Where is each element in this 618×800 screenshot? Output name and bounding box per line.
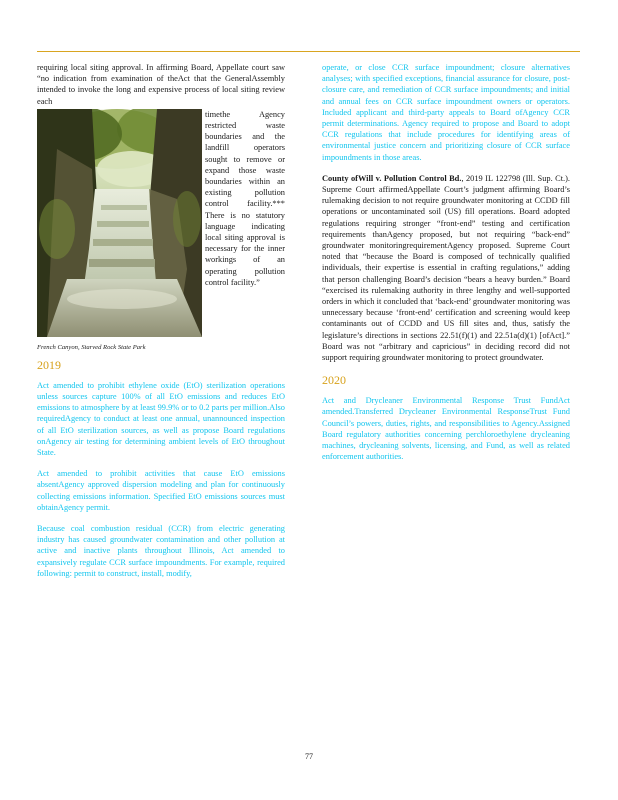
right-column — [322, 62, 570, 473]
year-heading-2020: 2020 — [322, 373, 346, 388]
year-heading-2019: 2019 — [37, 357, 61, 372]
ccr-continued-paragraph: operate, or close CCR surface impoundment; closure alternatives analyses; with specified exceptions, financial assurance for closure, post-closure care, and remediation of CCR surface impoundments; and initial and annual fees on CCR surface impoundment owners or operators. Included applicant and third-party appeals to Board ofAgency CCR permit determinations. Agency required to propose and Board to adopt CCR regulations that include procedures for identifying areas of environmental justice concern and prioritizing closure of CCR surface impoundments in those areas. — [322, 63, 570, 162]
drycleaner-paragraph: Act and Drycleaner Environmental Response Trust FundAct amended.Transferred Drycleaner Environmental ResponseTrust Fund Council’s powers, duties, rights, and responsibilities to Agency.Assigned Board regulatory authorities concerning perchloroethylene drycleaning machines, drycleaning solvents, licensing, and Fund, as well as related enforcement authorities. — [322, 396, 570, 462]
case-text: , 2019 IL 122798 (Ill. Sup. Ct.). Supreme Court affirmedAppellate Court’s judgment affirming Board’s rulemaking decision to not require groundwater monitoring at CCDD fill operations or uncontaminated soil (US) fill operations. Board adopted regulations requiring stronger “front-end” testing and certification requirements thanAgency proposed, but not requiring “back-end” groundwater monitoringrequirementAgency proposed. Supreme Court noted that “because the Board is composed of technically qualified individuals, their expertise is essential in crafting regulations,” adding that person challenging Board’s decision “bears a heavy burden.” Board “exercised its rulemaking authority in three lengthy and well-supported orders in which it concluded that ‘back-end’ groundwater monitoring was unnecessary because ‘front-end’ certification and screening would keep contaminants out of CCDD and US fill sites and, thus, satisfy the legislature’s directions in sections 22.51(f)(1) and 22.51a(d)(1) [ofAct].” Board was not “arbitrary and capricious” in deciding record did not support requiring groundwater monitoring to protect groundwater. — [322, 173, 571, 363]
photo-caption: French Canyon, Starved Rock State Park — [37, 343, 146, 351]
photo-wrap-text: timethe Agency restricted waste boundaries and the landfill operators sought to remove or expand those waste boundaries within an existing pollution control facility.*** There is no statutory language indicating local siting approval is necessary for the inner workings of an operating pollution control facility.” — [205, 109, 285, 287]
page-number: 77 — [305, 752, 313, 761]
left-column — [37, 62, 285, 579]
case-paragraph — [322, 173, 570, 363]
canyon-photo — [37, 109, 202, 337]
header-rule — [37, 51, 580, 52]
ccr-paragraph: Because coal combustion residual (CCR) from electric generating industry has caused groundwater contamination and other pollution at active and inactive plants throughout Illinois, Act amended to expansively regulate CCR surface impoundments. For example, required following: permit to construct, install, modify, — [37, 524, 285, 578]
eto-paragraph: Act amended to prohibit ethylene oxide (EtO) sterilization operations unless sources capture 100% of all EtO emissions and reduces EtO emissions to atmosphere by at least 99.9% or to 0.2 parts per million.Also requiredAgency to conduct at least one annual, unannounced inspection of all EtO sterilization sources, as well as propose Board regulations onAgency air testing for determining ambient levels of EtO throughout State. — [37, 380, 285, 458]
canyon-photo-graphic — [37, 109, 202, 337]
eto-emissions-paragraph: Act amended to prohibit activities that cause EtO emissions absentAgency approved dispersion modeling and plan for continuously collecting emissions information. Specified EtO emissions sources must obtainAgency permit. — [37, 469, 285, 512]
intro-paragraph: requiring local siting approval. In affirming Board, Appellate court saw “no indication from examination of theAct that the GeneralAssembly intended to invoke the long and expensive process of local siting review each — [37, 63, 285, 106]
case-name: County ofWill v. Pollution Control Bd. — [322, 173, 462, 183]
photo-block — [37, 109, 285, 339]
